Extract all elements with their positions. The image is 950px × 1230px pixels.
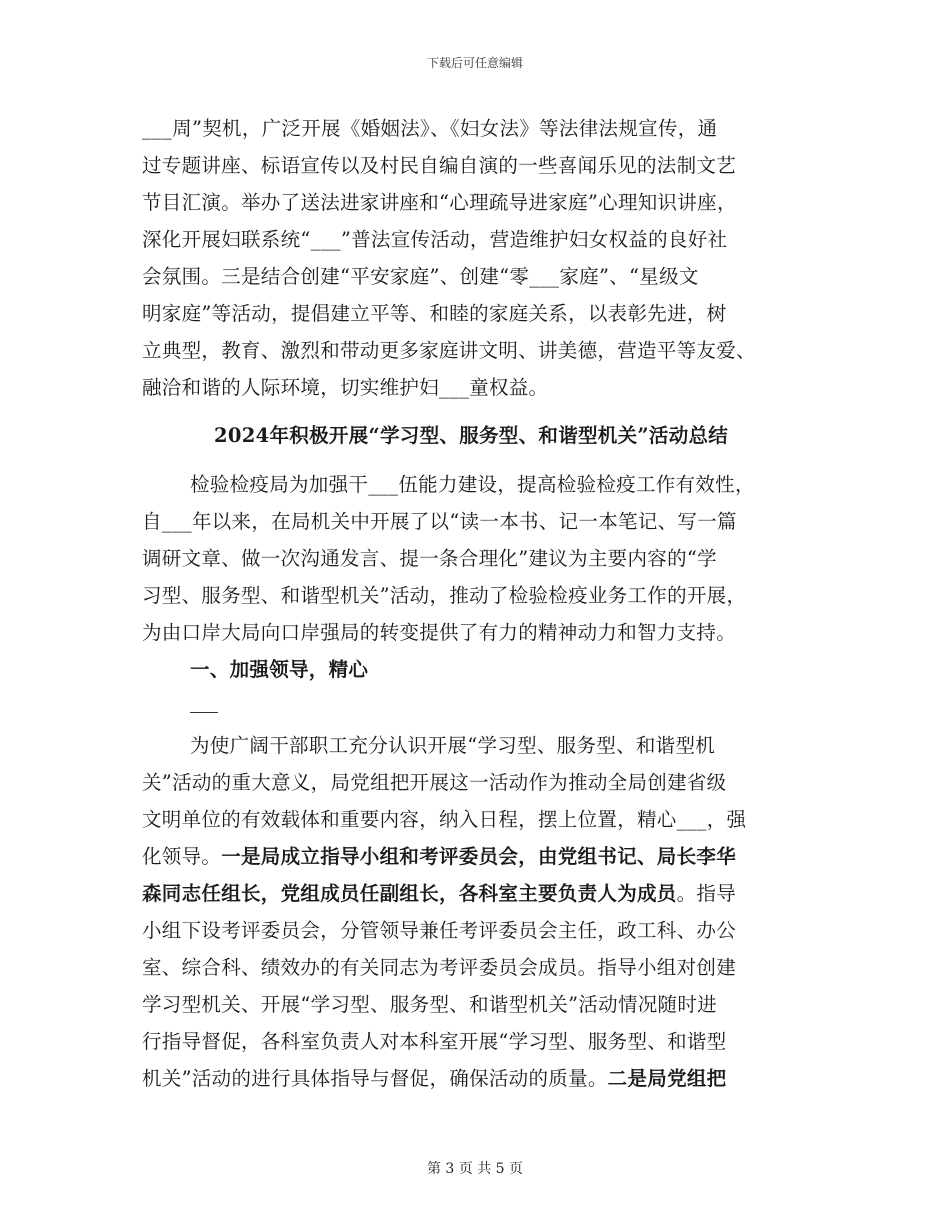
- text-line: 行指导督促，各科室负责人对本科室开展“学习型、服务型、和谐型: [142, 1030, 727, 1053]
- text-line: 室、综合科、绩效办的有关同志为考评委员会成员。指导小组对创建: [142, 956, 737, 979]
- text-line: 学习型机关、开展“学习型、服务型、和谐型机关”活动情况随时进: [142, 993, 717, 1016]
- text-line: 关”活动的重大意义，局党组把开展这一活动作为推动全局创建省级: [142, 771, 727, 794]
- text-line: 节目汇演。举办了送法进家讲座和“心理疏导进家庭”心理知识讲座，: [142, 191, 737, 214]
- text-line: 习型、服务型、和谐型机关”活动，推动了检验检疫业务工作的开展，: [142, 584, 747, 607]
- section-title: 2024年积极开展“学习型、服务型、和谐型机关”活动总结: [214, 424, 729, 447]
- blank-underline: [190, 712, 218, 713]
- text-bold: 二是局党组把: [607, 1067, 727, 1090]
- text-line: 小组下设考评委员会，分管领导兼任考评委员会主任，政工科、办公: [142, 919, 737, 942]
- text-line: 检验检疫局为加强干___伍能力建设，提高检验检疫工作有效性，: [190, 473, 755, 496]
- text-line: [142, 1066, 842, 1092]
- text-line: 过专题讲座、标语宣传以及村民自编自演的一些喜闻乐见的法制文艺: [142, 154, 737, 177]
- text-line: 自___年以来，在局机关中开展了以“读一本书、记一本笔记、写一篇: [142, 510, 737, 533]
- text-plain: 。指导: [676, 882, 737, 905]
- text-line: ___周”契机，广泛开展《婚姻法》、《妇女法》等法律法规宣传，通: [142, 117, 718, 140]
- text-line: 融洽和谐的人际环境，切实维护妇___童权益。: [142, 376, 549, 399]
- text-bold: 一是局成立指导小组和考评委员会，由党组书记、局长李华: [221, 845, 737, 868]
- text-line: 立典型，教育、激烈和带动更多家庭讲文明、讲美德，营造平等友爱、: [142, 339, 756, 362]
- text-line: [142, 881, 842, 907]
- text-line: 为使广阔干部职工充分认识开展“学习型、服务型、和谐型机: [190, 734, 716, 757]
- text-line: 明家庭”等活动，提倡建立平等、和睦的家庭关系，以表彰先进，树: [142, 302, 727, 325]
- text-line: 深化开展妇联系统“___”普法宣传活动，营造维护妇女权益的良好社: [142, 228, 728, 251]
- text-line: 文明单位的有效载体和重要内容，纳入日程，摆上位置，精心___，强: [142, 808, 747, 831]
- subsection-heading: 一、加强领导，精心: [190, 658, 369, 681]
- text-bold: 森同志任组长，党组成员任副组长，各科室主要负责人为成员: [142, 882, 677, 905]
- text-line: 会氛围。三是结合创建“平安家庭”、创建“零___家庭”、“星级文: [142, 265, 699, 288]
- text-line: [142, 844, 842, 870]
- text-plain: 化领导。: [142, 845, 222, 868]
- page-footer: 第 3 页 共 5 页: [426, 1161, 524, 1177]
- text-line: 调研文章、做一次沟通发言、提一条合理化”建议为主要内容的“学: [142, 547, 717, 570]
- page-header: 下载后可任意编辑: [426, 56, 523, 70]
- text-plain: 机关”活动的进行具体指导与督促，确保活动的质量。: [142, 1067, 608, 1090]
- text-line: 为由口岸大局向口岸强局的转变提供了有力的精神动力和智力支持。: [142, 621, 737, 644]
